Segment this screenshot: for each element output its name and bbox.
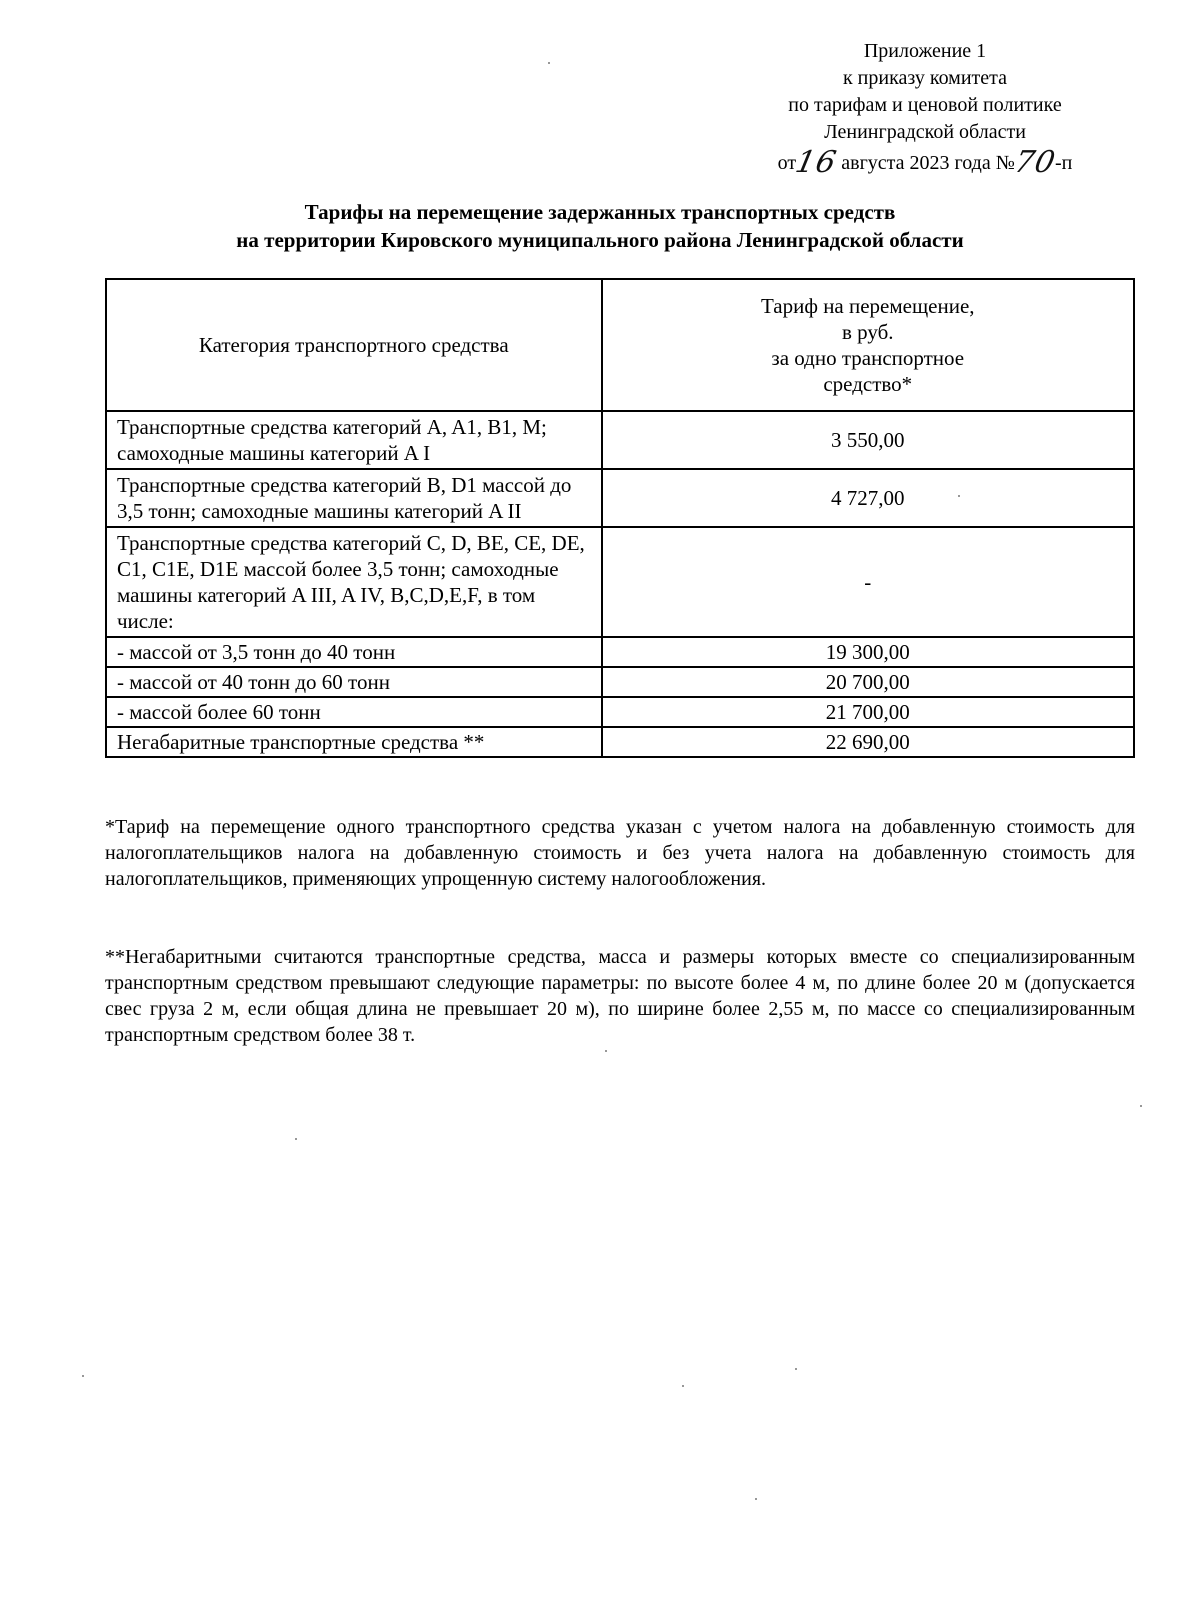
date-prefix: от — [777, 152, 797, 174]
row-category: Транспортные средства категорий A, A1, B1, M; самоходные машины категорий A I — [106, 411, 602, 469]
header-tariff-line-1: Тариф на перемещение, — [760, 294, 975, 318]
title-line-1: Тарифы на перемещение задержанных транспортных средств — [304, 200, 896, 224]
row-tariff: 4 727,00 — [602, 469, 1134, 527]
table-row — [106, 727, 1134, 757]
approval-line-4: Ленинградской области — [824, 121, 1026, 143]
header-tariff-line-4: средство* — [823, 372, 913, 396]
table-row — [106, 469, 1134, 527]
row-tariff: 3 550,00 — [602, 411, 1134, 469]
approval-line-1: Приложение 1 — [863, 40, 987, 62]
table-row — [106, 637, 1134, 667]
scan-speck — [1140, 1105, 1142, 1107]
table-row — [106, 697, 1134, 727]
row-tariff: 22 690,00 — [602, 727, 1134, 757]
row-category: - массой от 40 тонн до 60 тонн — [106, 667, 602, 697]
scan-speck — [605, 1050, 607, 1052]
approval-line-3: по тарифам и ценовой политике — [788, 94, 1062, 116]
row-tariff: - — [602, 527, 1134, 637]
scan-speck — [82, 1375, 84, 1377]
header-tariff-line-3: за одно транспортное — [771, 346, 965, 370]
handwritten-order-number: 70 — [1011, 145, 1059, 180]
scan-speck — [682, 1385, 684, 1387]
handwritten-day: 16 — [792, 145, 841, 180]
document-title — [100, 198, 1100, 254]
table-header-row — [106, 279, 1134, 411]
row-tariff: 21 700,00 — [602, 697, 1134, 727]
table-row — [106, 527, 1134, 637]
scan-speck — [958, 495, 960, 497]
row-category: - массой от 3,5 тонн до 40 тонн — [106, 637, 602, 667]
row-category: Негабаритные транспортные средства ** — [106, 727, 602, 757]
row-category: Транспортные средства категорий B, D1 массой до 3,5 тонн; самоходные машины категорий A II — [106, 469, 602, 527]
row-category: - массой более 60 тонн — [106, 697, 602, 727]
header-tariff — [602, 279, 1134, 411]
approval-block — [730, 38, 1120, 180]
title-line-2: на территории Кировского муниципального района Ленинградской области — [236, 228, 964, 252]
date-rest: августа 2023 года № — [841, 152, 1015, 174]
scan-speck — [795, 1368, 797, 1370]
approval-date-line — [730, 145, 1120, 180]
footnote-vat: *Тариф на перемещение одного транспортного средства указан с учетом налога на добавленную стоимость для налогоплательщиков налога на добавленную стоимость и без учета налога на добавленную стоимость для налогоплательщиков, применяющих упрощенную систему налогообложения. — [105, 816, 1135, 890]
table-row — [106, 411, 1134, 469]
header-tariff-line-2: в руб. — [841, 320, 894, 344]
tariff-table — [105, 278, 1135, 758]
approval-line-2: к приказу комитета — [842, 67, 1008, 89]
footnote-oversized: **Негабаритными считаются транспортные средства, масса и размеры которых вместе со специализированным транспортным средством превышают следующие параметры: по высоте более 4 м, по длине более 20 м (допускается свес груза 2 м, если общая длина не превышает 20 м), по ширине более 2,55 м, по массе со специализированным транспортным средством более 38 т. — [105, 946, 1135, 1046]
scan-speck — [295, 1138, 297, 1140]
row-tariff: 20 700,00 — [602, 667, 1134, 697]
header-category: Категория транспортного средства — [106, 279, 602, 411]
scan-speck — [548, 62, 550, 64]
row-tariff: 19 300,00 — [602, 637, 1134, 667]
row-category: Транспортные средства категорий C, D, BE, CE, DE, C1, C1E, D1E массой более 3,5 тонн; самоходные машины категорий A III, A IV, B,C,D,E,F, в том числе: — [106, 527, 602, 637]
scan-speck — [755, 1498, 757, 1500]
table-row — [106, 667, 1134, 697]
order-suffix: -п — [1055, 152, 1073, 174]
